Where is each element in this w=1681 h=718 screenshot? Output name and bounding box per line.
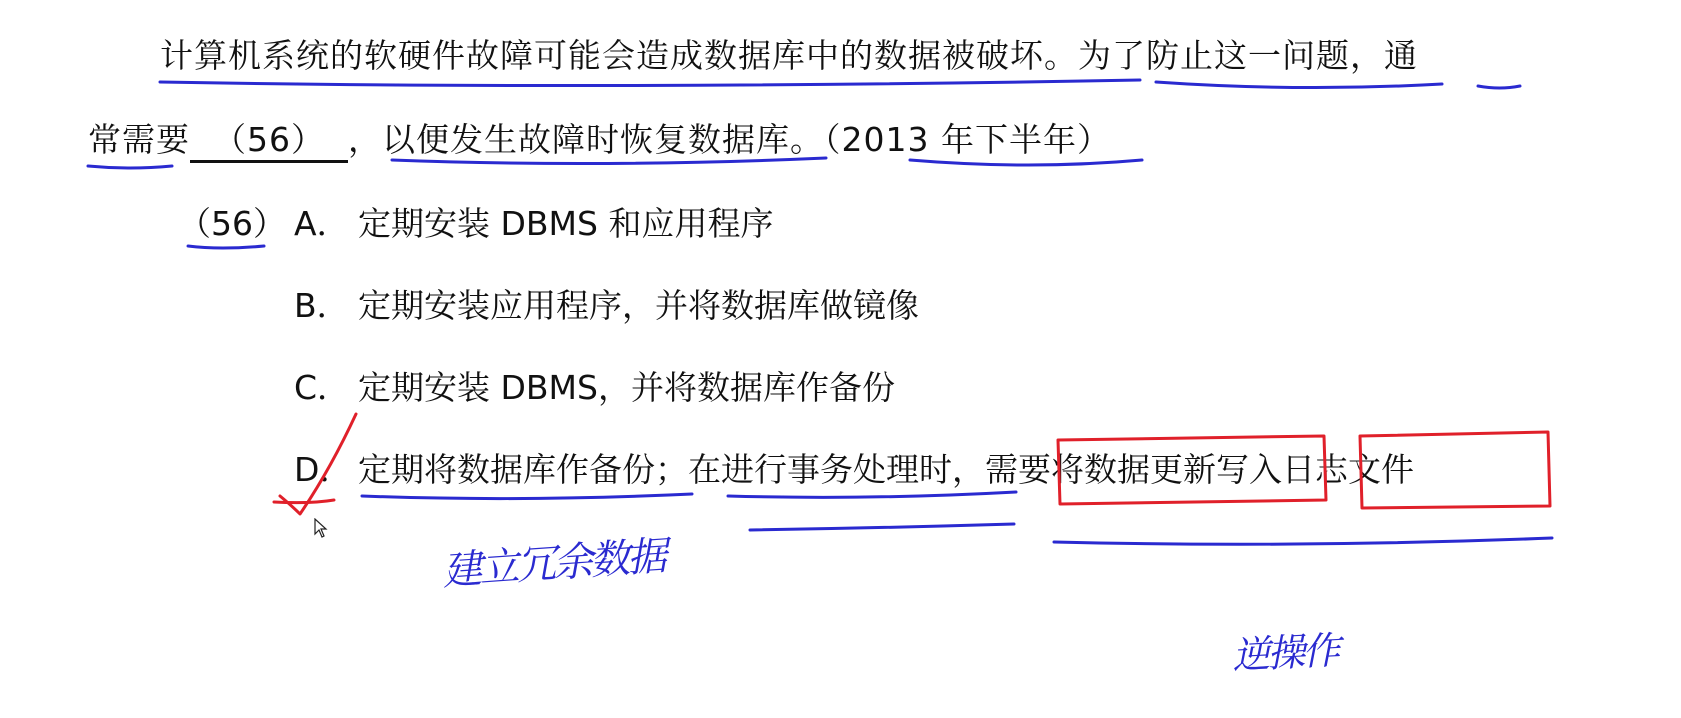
option-b-text: 定期安装应用程序，并将数据库做镜像 (358, 286, 919, 325)
question-text-2b: ，以便发生故障时恢复数据库。（2013 年下半年） (348, 120, 1111, 159)
option-group-number: （56） (178, 204, 286, 243)
handwriting-note-1: 建立冗余数据 (440, 533, 666, 595)
question-line-2 (88, 120, 1111, 163)
mouse-cursor-icon (314, 518, 328, 538)
underline-option-number (188, 246, 264, 248)
handwriting-note-2: 逆操作 (1231, 628, 1339, 678)
option-b-letter: B． (294, 286, 350, 325)
option-d-letter: D． (294, 450, 353, 489)
option-a (294, 204, 773, 244)
option-c (294, 368, 895, 408)
option-d-text: 定期将数据库作备份；在进行事务处理时，需要将数据更新写入日志文件 (358, 450, 1414, 489)
question-text-1: 计算机系统的软硬件故障可能会造成数据库中的数据被破坏。为了防止这一问题，通 (160, 36, 1418, 75)
option-d (294, 450, 1414, 490)
underline-q2-a (88, 166, 172, 168)
option-c-letter: C． (294, 368, 351, 407)
underline-q1-b (1156, 82, 1442, 88)
underline-q1-c (1478, 86, 1520, 88)
underline-d-1 (362, 494, 692, 499)
option-b (294, 286, 919, 326)
answer-blank (190, 120, 348, 163)
underline-d-2 (728, 492, 1016, 497)
underline-d-3 (750, 524, 1014, 530)
check-underline (274, 500, 334, 503)
underline-q1-a (160, 80, 1140, 86)
option-a-text: 定期安装 DBMS 和应用程序 (358, 204, 774, 243)
question-line-1 (160, 36, 1418, 76)
question-text-2a: 常需要 (88, 120, 190, 159)
blank-label: （56） (213, 120, 325, 159)
underline-d-4 (1054, 538, 1552, 544)
option-c-text: 定期安装 DBMS，并将数据库作备份 (358, 368, 895, 407)
option-a-letter: A． (294, 204, 350, 243)
